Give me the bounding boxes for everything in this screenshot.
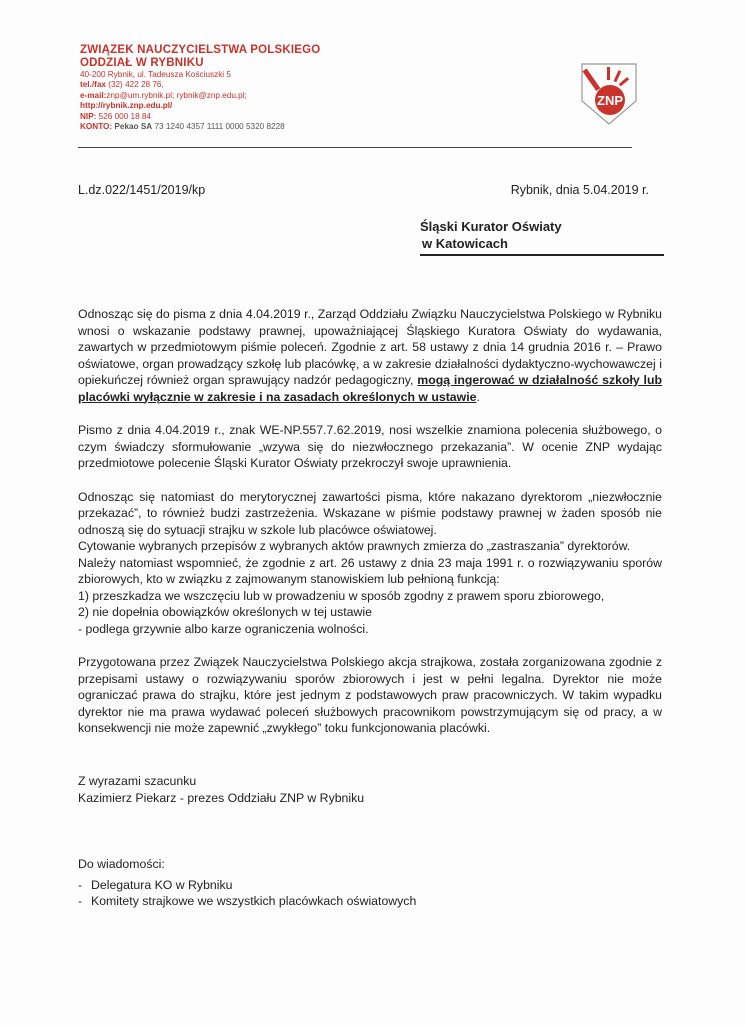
org-name-line2: ODDZIAŁ W RYBNIKU (80, 57, 204, 69)
logo-text: ZNP (597, 93, 623, 108)
email-label: e-mail: (80, 90, 107, 100)
cc-item: - Delegatura KO w Rybniku (78, 877, 416, 894)
paragraph-1-text: Odnosząc się do pisma z dnia 4.04.2019 r., Zarząd Oddziału Związku Nauczycielstwa Polskiego w Rybniku wnosi o wskazanie podstawy prawnej, upoważniającej Śląskiego Kuratora Oświaty do wydawania, zawartych w przedmiotowym piśmie poleceń. Zgodnie z art. 58 ustawy z dnia 14 grudnia 2016 r. – Prawo oświatowe, organ prowadzący szkołę lub placówkę, a w zakresie działalności dydaktyczno-wychowawczej i opiekuńczej również organ sprawujący nadzór pedagogiczny, (78, 307, 662, 387)
org-nip (80, 112, 320, 122)
reference-number: L.dz.022/1451/2019/kp (78, 183, 206, 197)
cc-item: - Komitety strajkowe we wszystkich placówkach oświatowych (78, 893, 416, 910)
recipient-line1: Śląski Kurator Oświaty (420, 219, 562, 234)
cc-label: Do wiadomości: (78, 857, 165, 871)
paragraph-1-end: . (476, 389, 480, 404)
org-name-line1: ZWIĄZEK NAUCZYCIELSTWA POLSKIEGO (80, 44, 321, 56)
letterhead-divider (78, 147, 632, 148)
nip-label: NIP: (80, 111, 97, 121)
org-contact (80, 70, 320, 132)
account-bank: Pekao SA (112, 122, 153, 132)
paragraph-3-line1: Odnosząc się natomiast do merytorycznej zawartości pisma, które nakazano dyrektorom „niezwłocznie przekazać”, to również budzi zastrzeżenia. Wskazane w piśmie podstawy prawnej w żaden sposób nie odnoszą się do sytuacji strajku w szkole lub placówce oświatowej. (78, 489, 662, 537)
paragraph-1-emphasis: mogą ingerować w działalność szkoły lub placówki wyłącznie w zakresie i na zasadach określonych w ustawie (78, 373, 662, 404)
org-account (80, 122, 320, 132)
recipient-line2: w Katowicach (422, 236, 508, 251)
email-value[interactable]: znp@um.rybnik.pl; rybnik@znp.edu.pl; (106, 90, 247, 100)
nip-value: 526 000 18 84 (96, 111, 152, 121)
cc-block (78, 856, 416, 910)
paragraph-3 (78, 489, 662, 638)
letter-body (78, 306, 662, 754)
account-number: 73 1240 4357 1111 0000 5320 8228 (152, 122, 285, 132)
org-website[interactable]: http://rybnik.znp.edu.pl/ (80, 101, 173, 111)
paragraph-3-item2: 2) nie dopełnia obowiązków określonych w tej ustawie (78, 605, 372, 619)
org-address: 40-200 Rybnik, ul. Tadeusza Kościuszki 5 (80, 70, 231, 79)
recipient-block (420, 218, 664, 256)
paragraph-3-line2: Cytowanie wybranych przepisów z wybranych aktów prawnych zmierza do „zastraszania” dyrektorów. (78, 539, 631, 553)
letterhead (80, 44, 320, 132)
cc-list (78, 877, 416, 910)
znp-logo-icon (580, 56, 638, 126)
paragraph-3-line3: Należy natomiast wspomnieć, że zgodnie z art. 26 ustawy z dnia 23 maja 1991 r. o rozwiązywaniu sporów zbiorowych, kto w związku z zajmowanym stanowiskiem lub pełnioną funkcją: (78, 555, 662, 586)
closing-line: Z wyrazami szacunku (78, 774, 197, 788)
paragraph-3-penalty: - podlega grzywnie albo karze ograniczenia wolności. (78, 621, 369, 636)
account-label: KONTO: (80, 122, 113, 132)
org-email (80, 91, 320, 101)
paragraph-1 (78, 306, 662, 405)
org-phone (80, 80, 320, 90)
paragraph-4: Przygotowana przez Związek Nauczycielstwa Polskiego akcja strajkowa, została zorganizowana zgodnie z przepisami ustawy o rozwiązywaniu sporów zbiorowych i jest w pełni legalna. Dyrektor nie może ograniczać prawa do strajku, które jest jednym z podstawowych praw pracowniczych. W takim wypadku dyrektor nie ma prawa wydawać poleceń służbowych pracownikom powstrzymującym się od pracy, a w konsekwencji nie może zapewnić „zwykłego” toku funkcjonowania placówki. (78, 655, 662, 735)
place-date: Rybnik, dnia 5.04.2019 r. (510, 183, 649, 197)
signature-block (78, 773, 364, 806)
phone-label: tel./fax (80, 80, 106, 90)
paragraph-3-item1: 1) przeszkadza we wszczęciu lub w prowadzeniu w sposób zgodny z prawem sporu zbiorowego, (78, 588, 605, 603)
signatory-name: Kazimierz Piekarz - prezes Oddziału ZNP w Rybniku (78, 790, 365, 805)
phone-value: (32) 422 28 76, (105, 80, 164, 90)
paragraph-2: Pismo z dnia 4.04.2019 r., znak WE-NP.557.7.62.2019, nosi wszelkie znamiona polecenia służbowego, o czym świadczy sformułowanie „wzywa się do niezwłocznego przekazania”. W ocenie ZNP wydając przedmiotowe polecenie Śląski Kurator Oświaty przekroczył swoje uprawnienia. (78, 423, 662, 470)
